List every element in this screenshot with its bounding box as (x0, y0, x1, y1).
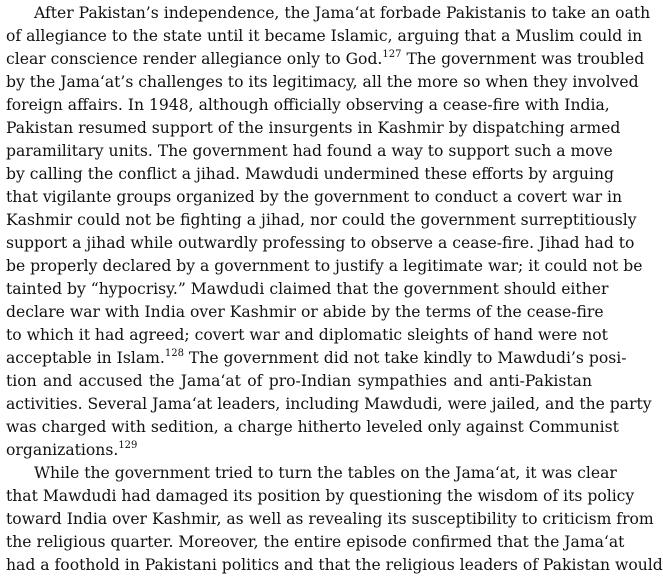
text-line: acceptable in Islam.$^{128}$ The government did not take kindly to Mawdudi’s posi- (6, 347, 627, 367)
text-line: clear conscience render allegiance only to God.$^{127}$ The government was troubled (6, 48, 645, 68)
text-line: Kashmir could not be fighting a jihad, nor could the government surreptitiously (6, 211, 637, 229)
footnote-ref: 127 (382, 48, 402, 60)
footnote-ref: 128 (164, 347, 184, 359)
text-line: foreign affairs. In 1948, although officially observing a cease-fire with India, (6, 96, 610, 114)
text-line: that Mawdudi had damaged its position by questioning the wisdom of its policy (6, 487, 635, 505)
text-line: While the government tried to turn the tables on the Jama‘at, it was clear (34, 464, 617, 482)
text-line: activities. Several Jama‘at leaders, including Mawdudi, were jailed, and the party (6, 395, 652, 413)
text-line: paramilitary units. The government had found a way to support such a move (6, 142, 613, 160)
text-line: declare war with India over Kashmir or abide by the terms of the cease-fire (6, 303, 604, 321)
text-line: by calling the conflict a jihad. Mawdudi undermined these efforts by arguing (6, 165, 614, 183)
text-line: that vigilante groups organized by the government to conduct a covert war in (6, 188, 623, 206)
text-line: organizations.$^{129}$ (6, 439, 138, 459)
text-line: tainted by “hypocrisy.” Mawdudi claimed that the government should either (6, 280, 609, 298)
text-line: be properly declared by a government to justify a legitimate war; it could not be (6, 257, 643, 275)
text-line: the religious quarter. Moreover, the entire episode confirmed that the Jama‘at (6, 533, 625, 551)
footnote-ref: 129 (118, 439, 138, 451)
text-line: Pakistan resumed support of the insurgents in Kashmir by dispatching armed (6, 119, 621, 137)
text-line: tion and accused the Jama‘at of pro-Indian sympathies and anti-Pakistan (6, 372, 592, 390)
text-line: of allegiance to the state until it became Islamic, arguing that a Muslim could in (6, 27, 643, 45)
text-line: to which it had agreed; covert war and diplomatic sleights of hand were not (6, 326, 608, 344)
text-line: support a jihad while outwardly professing to observe a cease-fire. Jihad had to (6, 234, 635, 252)
text-line: by the Jama‘at’s challenges to its legitimacy, all the more so when they involved (6, 73, 639, 91)
text-line: was charged with sedition, a charge hitherto leveled only against Communist (6, 418, 619, 436)
text-line: had a foothold in Pakistani politics and that the religious leaders of Pakistan would (6, 556, 663, 574)
text-line: toward India over Kashmir, as well as revealing its susceptibility to criticism from (6, 510, 654, 528)
text-line: After Pakistan’s independence, the Jama‘at forbade Pakistanis to take an oath (34, 4, 651, 22)
